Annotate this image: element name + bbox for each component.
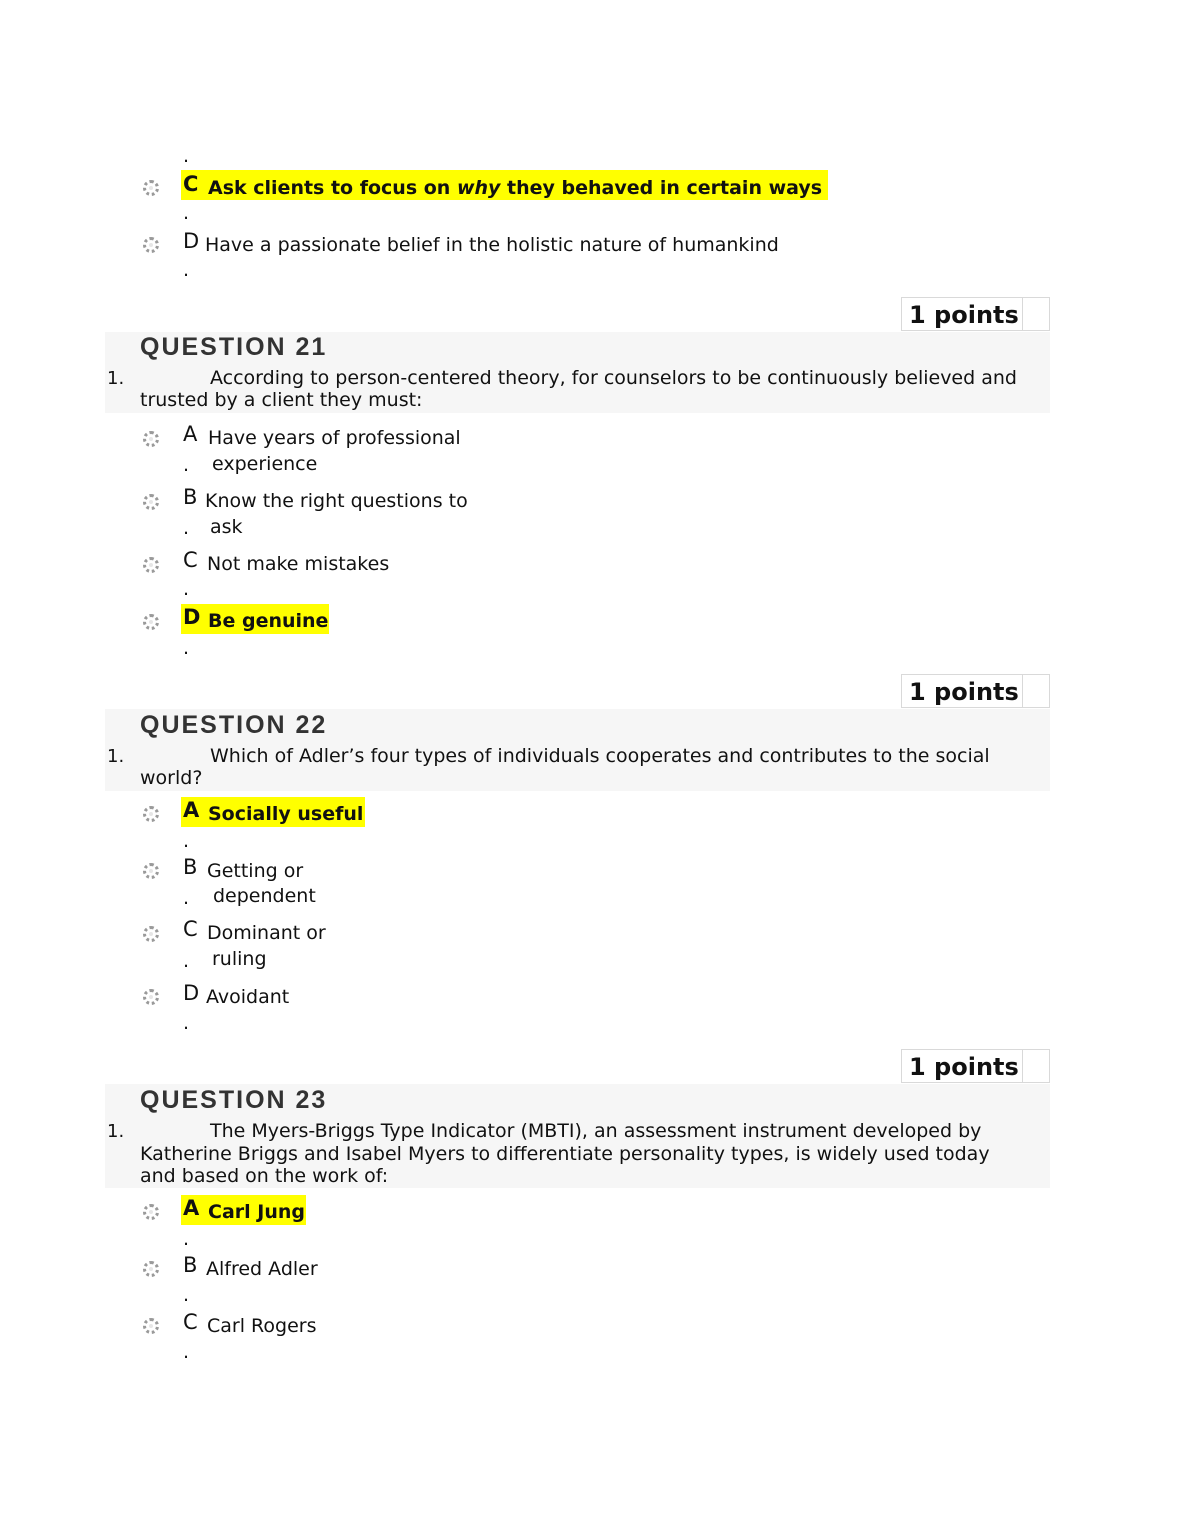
option-dot: . xyxy=(183,637,190,659)
option-text: experience xyxy=(212,453,318,475)
question-number: 1. xyxy=(107,368,125,389)
option-text: Have years of professional xyxy=(208,427,461,449)
question-number: 1. xyxy=(107,1121,125,1142)
option-text: Not make mistakes xyxy=(207,553,390,575)
question-title: QUESTION 21 xyxy=(140,333,328,361)
option-text: Have a passionate belief in the holistic nature of humankind xyxy=(205,234,779,256)
question-text-line: According to person-centered theory, for counselors to be continuously believed and xyxy=(210,367,1017,389)
option-text: Carl Rogers xyxy=(207,1315,317,1337)
points-score-cell xyxy=(1022,298,1049,330)
option-text: dependent xyxy=(213,885,316,907)
question-text-line: and based on the work of: xyxy=(140,1165,389,1187)
option-text: Carl Jung xyxy=(208,1201,305,1223)
radio-button[interactable] xyxy=(143,431,159,447)
option-dot: . xyxy=(183,950,190,972)
option-dot: . xyxy=(183,517,190,539)
option-dot: . xyxy=(183,1284,190,1306)
points-label: 1 points xyxy=(909,1053,1019,1081)
points-box xyxy=(901,674,1050,708)
option-letter: C xyxy=(183,172,199,196)
option-dot: . xyxy=(183,259,190,281)
option-dot: . xyxy=(183,578,190,600)
option-dot: . xyxy=(183,1228,190,1250)
option-text: Dominant or xyxy=(207,922,326,944)
option-letter: C xyxy=(183,917,198,941)
option-dot: . xyxy=(183,202,190,224)
radio-button[interactable] xyxy=(143,1261,159,1277)
radio-button[interactable] xyxy=(143,180,159,196)
option-text: Ask clients to focus on why they behaved in certain ways xyxy=(208,177,823,199)
option-letter: D xyxy=(183,605,201,629)
radio-button[interactable] xyxy=(143,614,159,630)
option-letter: D xyxy=(183,981,200,1005)
option-letter: A xyxy=(183,798,200,822)
points-label: 1 points xyxy=(909,301,1019,329)
option-text: Avoidant xyxy=(206,986,290,1008)
option-text: Know the right questions to xyxy=(205,490,468,512)
option-letter: B xyxy=(183,485,198,509)
radio-button[interactable] xyxy=(143,926,159,942)
points-label: 1 points xyxy=(909,678,1019,706)
points-box xyxy=(901,1049,1050,1083)
question-text-line: Which of Adler’s four types of individuals cooperates and contributes to the social xyxy=(210,745,990,767)
question-text-line: trusted by a client they must: xyxy=(140,389,423,411)
radio-button[interactable] xyxy=(143,1204,159,1220)
option-dot: . xyxy=(183,1012,190,1034)
radio-button[interactable] xyxy=(143,237,159,253)
radio-button[interactable] xyxy=(143,1318,159,1334)
question-title: QUESTION 22 xyxy=(140,711,328,739)
option-text: ruling xyxy=(212,948,267,970)
option-letter: A xyxy=(183,1196,200,1220)
option-dot: . xyxy=(183,830,190,852)
option-letter: C xyxy=(183,548,198,572)
option-text: ask xyxy=(210,516,243,538)
option-dot: . xyxy=(183,1341,190,1363)
radio-button[interactable] xyxy=(143,806,159,822)
option-text: Getting or xyxy=(207,860,304,882)
option-letter: B xyxy=(183,855,198,879)
points-box xyxy=(901,297,1050,331)
option-letter: C xyxy=(183,1310,198,1334)
radio-button[interactable] xyxy=(143,863,159,879)
option-letter: B xyxy=(183,1253,198,1277)
option-dot: . xyxy=(183,145,190,167)
option-text: Be genuine xyxy=(208,610,329,632)
radio-button[interactable] xyxy=(143,557,159,573)
question-number: 1. xyxy=(107,746,125,767)
radio-button[interactable] xyxy=(143,494,159,510)
option-text: Alfred Adler xyxy=(206,1258,318,1280)
option-text: Socially useful xyxy=(208,803,364,825)
radio-button[interactable] xyxy=(143,989,159,1005)
question-text-line: world? xyxy=(140,767,203,789)
option-letter: A xyxy=(183,422,198,446)
question-text-line: Katherine Briggs and Isabel Myers to differentiate personality types, is widely used today xyxy=(140,1143,990,1165)
points-score-cell xyxy=(1022,1050,1049,1082)
question-title: QUESTION 23 xyxy=(140,1086,328,1114)
option-dot: . xyxy=(183,887,190,909)
points-score-cell xyxy=(1022,675,1049,707)
option-letter: D xyxy=(183,229,200,253)
option-dot: . xyxy=(183,454,190,476)
question-text-line: The Myers-Briggs Type Indicator (MBTI), an assessment instrument developed by xyxy=(210,1120,982,1142)
